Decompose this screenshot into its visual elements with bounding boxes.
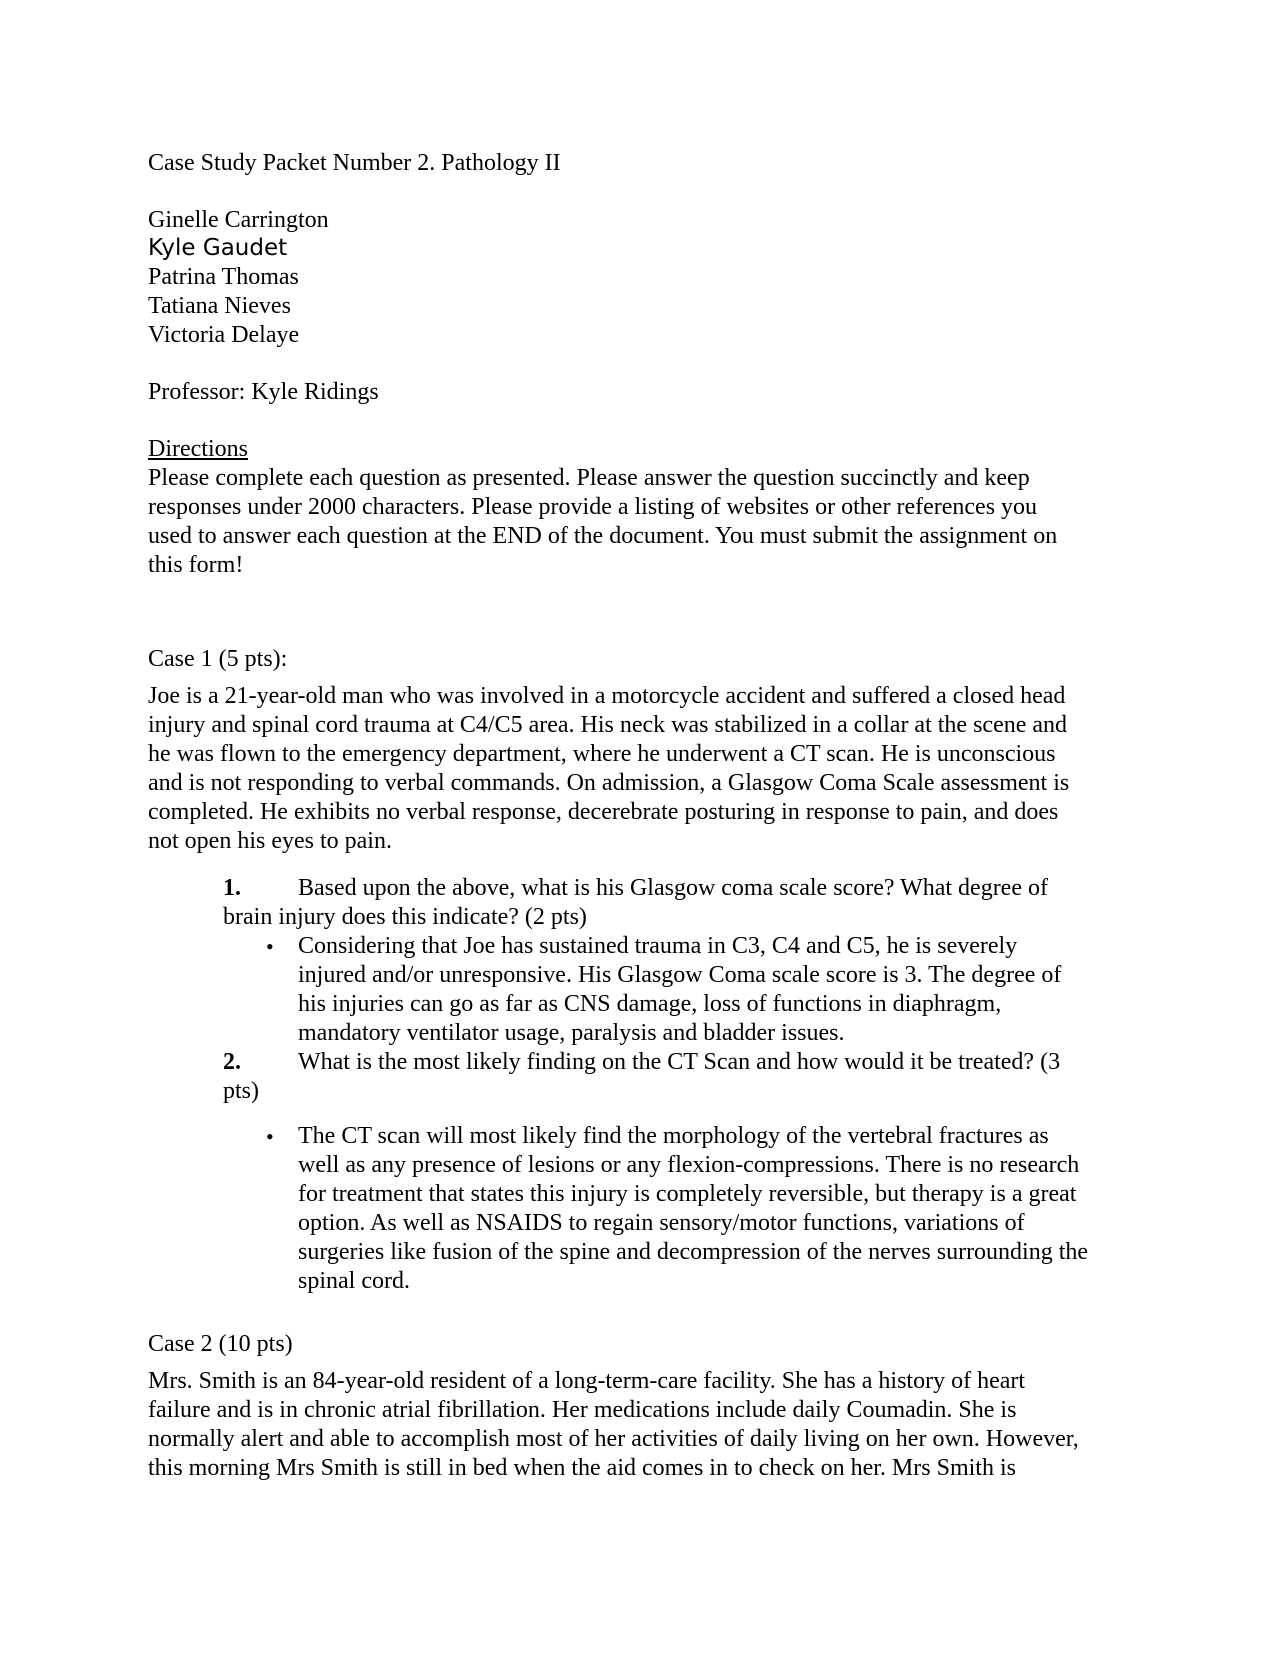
directions-line: this form! [148, 552, 244, 578]
author-name: Kyle Gaudet [148, 235, 288, 261]
question-number: 1. [223, 875, 241, 901]
case2-heading: Case 2 (10 pts) [148, 1331, 293, 1357]
bullet-icon: • [266, 934, 274, 959]
case1-paragraph-line: completed. He exhibits no verbal response, decerebrate posturing in response to pain, and does [148, 799, 1059, 825]
professor-line: Professor: Kyle Ridings [148, 379, 379, 405]
question-text: pts) [223, 1078, 259, 1104]
answer-line: his injuries can go as far as CNS damage, loss of functions in diaphragm, [298, 991, 1002, 1017]
answer-line: spinal cord. [298, 1268, 410, 1294]
case1-heading: Case 1 (5 pts): [148, 646, 288, 672]
bullet-icon: • [266, 1124, 274, 1149]
directions-line: responses under 2000 characters. Please provide a listing of websites or other references you [148, 494, 1038, 520]
answer-line: injured and/or unresponsive. His Glasgow Coma scale score is 3. The degree of [298, 962, 1062, 988]
answer-line: Considering that Joe has sustained trauma in C3, C4 and C5, he is severely [298, 933, 1018, 959]
author-name: Victoria Delaye [148, 322, 300, 348]
question-text: brain injury does this indicate? (2 pts) [223, 904, 587, 930]
author-name: Tatiana Nieves [148, 293, 291, 319]
answer-line: for treatment that states this injury is completely reversible, but therapy is a great [298, 1181, 1077, 1207]
case2-paragraph-line: this morning Mrs Smith is still in bed when the aid comes in to check on her. Mrs Smith is [148, 1455, 1016, 1481]
case1-paragraph-line: injury and spinal cord trauma at C4/C5 area. His neck was stabilized in a collar at the scene and [148, 712, 1068, 738]
directions-line: Please complete each question as presented. Please answer the question succinctly and keep [148, 465, 1030, 491]
author-name: Patrina Thomas [148, 264, 299, 290]
case1-paragraph-line: Joe is a 21-year-old man who was involved in a motorcycle accident and suffered a closed head [148, 683, 1066, 709]
answer-line: The CT scan will most likely find the morphology of the vertebral fractures as [298, 1123, 1049, 1149]
case2-paragraph-line: Mrs. Smith is an 84-year-old resident of a long-term-care facility. She has a history of heart [148, 1368, 1026, 1394]
answer-line: well as any presence of lesions or any flexion-compressions. There is no research [298, 1152, 1080, 1178]
answer-line: mandatory ventilator usage, paralysis and bladder issues. [298, 1020, 845, 1046]
case1-paragraph-line: he was flown to the emergency department, where he underwent a CT scan. He is unconscious [148, 741, 1056, 767]
answer-line: surgeries like fusion of the spine and decompression of the nerves surrounding the [298, 1239, 1089, 1265]
directions-heading: Directions [148, 436, 248, 462]
question-number: 2. [223, 1049, 241, 1075]
directions-line: used to answer each question at the END of the document. You must submit the assignment on [148, 523, 1058, 549]
document-title: Case Study Packet Number 2. Pathology II [148, 150, 561, 176]
case1-paragraph-line: not open his eyes to pain. [148, 828, 392, 854]
question-text: What is the most likely finding on the CT Scan and how would it be treated? (3 [298, 1049, 1061, 1075]
case1-paragraph-line: and is not responding to verbal commands. On admission, a Glasgow Coma Scale assessment is [148, 770, 1070, 796]
answer-line: option. As well as NSAIDS to regain sensory/motor functions, variations of [298, 1210, 1025, 1236]
case2-paragraph-line: normally alert and able to accomplish most of her activities of daily living on her own. However, [148, 1426, 1079, 1452]
question-text: Based upon the above, what is his Glasgow coma scale score? What degree of [298, 875, 1048, 901]
case2-paragraph-line: failure and is in chronic atrial fibrillation. Her medications include daily Coumadin. She is [148, 1397, 1017, 1423]
author-name: Ginelle Carrington [148, 207, 329, 233]
